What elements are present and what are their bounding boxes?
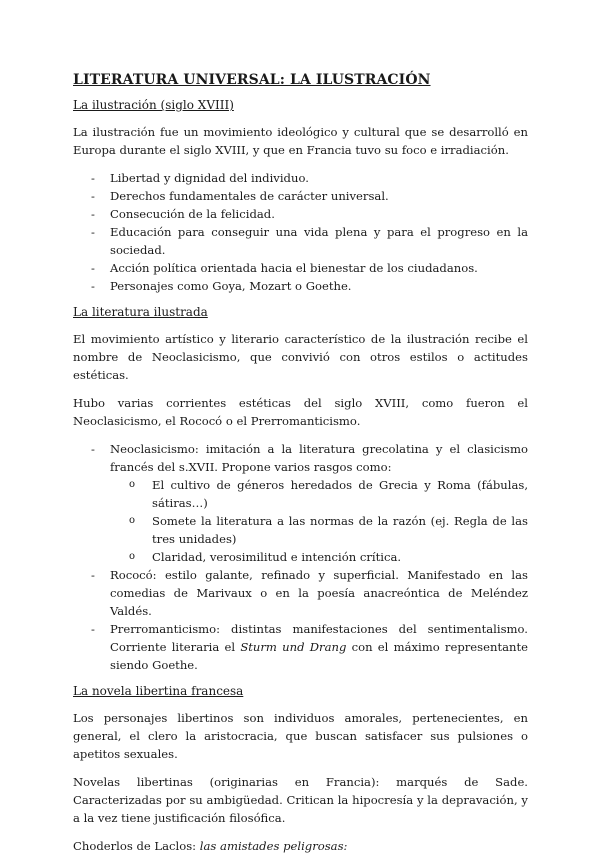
dash-bullet: - bbox=[91, 171, 95, 185]
ilustracion-list bbox=[73, 169, 528, 295]
list-item: - Educación para conseguir una vida plena y para el progreso en la sociedad. bbox=[91, 225, 528, 257]
laclos-paragraph: Choderlos de Laclos: las amistades peligrosas: bbox=[73, 839, 348, 853]
novelas-paragraph: Novelas libertinas (originarias en Francia): marqués de Sade. Caracterizadas por su ambigüedad. Critican la hipocresía y la depravación, y a la vez tiene justificación filosófica. bbox=[73, 775, 528, 825]
neoclasicismo-sublist bbox=[110, 476, 528, 566]
dash-bullet: - bbox=[91, 568, 95, 582]
section-heading-ilustracion: La ilustración (siglo XVIII) bbox=[73, 98, 234, 112]
sublist-item: o Somete la literatura a las normas de la razón (ej. Regla de las tres unidades) bbox=[129, 514, 528, 546]
section-heading-novela: La novela libertina francesa bbox=[73, 684, 244, 698]
dash-bullet: - bbox=[91, 225, 95, 239]
neoclasicismo-intro-paragraph: El movimiento artístico y literario característico de la ilustración recibe el nombre de Neoclasicismo, que convivió con otros estilos o actitudes estéticas. bbox=[73, 332, 528, 382]
dash-bullet: - bbox=[91, 189, 95, 203]
list-item-neoclasicismo bbox=[91, 440, 528, 566]
sturm-und-drang: Sturm und Drang bbox=[240, 640, 347, 654]
circle-bullet: o bbox=[129, 479, 136, 490]
libertinos-paragraph: Los personajes libertinos son individuos amorales, pertenecientes, en general, el clero la aristocracia, que buscan satisfacer sus pulsiones o apetitos sexuales. bbox=[73, 711, 528, 761]
document-title: LITERATURA UNIVERSAL: LA ILUSTRACIÓN bbox=[73, 72, 431, 88]
list-item-rococo: - Rococó: estilo galante, refinado y superficial. Manifestado en las comedias de Marivaux o en la poesía anacreóntica de Meléndez Valdés. bbox=[91, 568, 528, 618]
amistades-peligrosas-title: las amistades peligrosas: bbox=[199, 839, 348, 853]
circle-bullet: o bbox=[129, 551, 136, 562]
list-item: - Consecución de la felicidad. bbox=[91, 207, 275, 221]
corrientes-list bbox=[73, 440, 528, 674]
list-item-prerromanticismo: - Prerromanticismo: distintas manifestaciones del sentimentalismo. Corriente literaria el Sturm und Drang con el máximo representante siendo Goethe. bbox=[91, 622, 528, 672]
circle-bullet: o bbox=[129, 515, 136, 526]
dash-bullet: - bbox=[91, 207, 95, 221]
dash-bullet: - bbox=[91, 279, 95, 293]
list-item: - Libertad y dignidad del individuo. bbox=[91, 171, 309, 185]
list-item: - Personajes como Goya, Mozart o Goethe. bbox=[91, 279, 352, 293]
dash-bullet: - bbox=[91, 261, 95, 275]
intro-paragraph: La ilustración fue un movimiento ideológico y cultural que se desarrolló en Europa durante el siglo XVIII, y que en Francia tuvo su foco e irradiación. bbox=[73, 125, 528, 157]
sublist-item: o El cultivo de géneros heredados de Grecia y Roma (fábulas, sátiras…) bbox=[129, 478, 528, 510]
sublist-item: o Claridad, verosimilitud e intención crítica. bbox=[129, 550, 402, 564]
neoclasicismo-text: Neoclasicismo: imitación a la literatura grecolatina y el clasicismo francés del s.XVII. Propone varios rasgos como: bbox=[110, 442, 528, 474]
corrientes-paragraph: Hubo varias corrientes estéticas del siglo XVIII, como fueron el Neoclasicismo, el Rococó o el Prerromanticismo. bbox=[73, 396, 528, 428]
section-heading-literatura: La literatura ilustrada bbox=[73, 305, 208, 319]
list-item: - Acción política orientada hacia el bienestar de los ciudadanos. bbox=[91, 261, 478, 275]
dash-bullet: - bbox=[91, 622, 95, 636]
list-item: - Derechos fundamentales de carácter universal. bbox=[91, 189, 389, 203]
dash-bullet: - bbox=[91, 442, 95, 456]
